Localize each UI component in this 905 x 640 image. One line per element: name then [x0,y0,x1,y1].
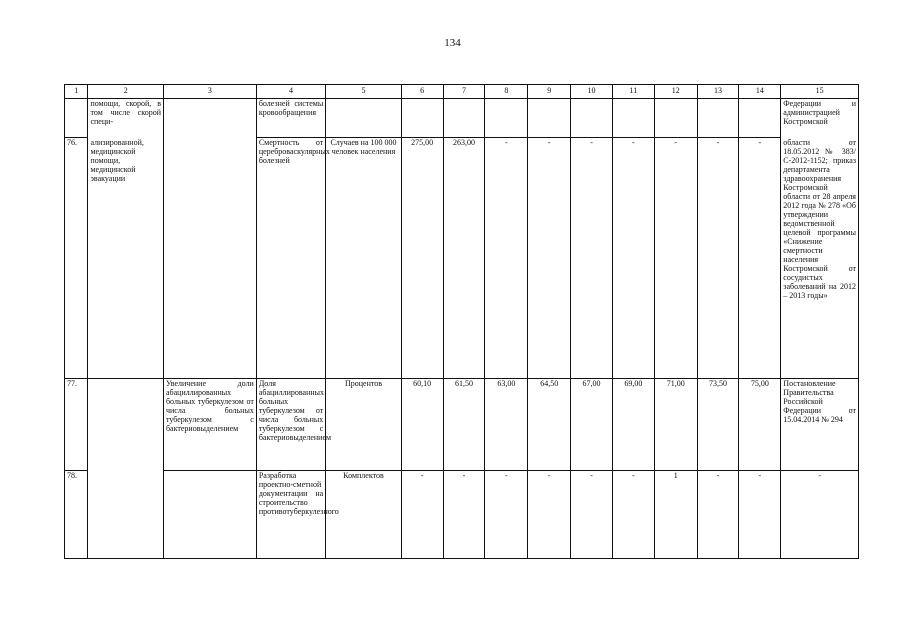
value-cell: 71,00 [654,379,697,471]
cell: Разработка проектно-сметной документации на строительство противотуберкулезного [256,471,325,559]
value-cell: - [485,138,528,379]
value-cell: 60,10 [401,379,443,471]
header-cell: 9 [528,85,571,99]
value-cell: - [571,471,613,559]
header-cell: 10 [571,85,613,99]
value-cell: - [571,138,613,379]
table-row [65,138,859,379]
cell: - [781,471,859,559]
header-cell: 14 [739,85,781,99]
value-cell: - [485,471,528,559]
value-cell: - [528,138,571,379]
cell [163,138,256,379]
cell [697,99,739,138]
cell: Увеличение доли абациллированных больных туберкулезом от числа больных туберкулезом с бактериовыделением [163,379,256,471]
value-cell: - [443,471,485,559]
value-cell: - [739,471,781,559]
header-cell: 7 [443,85,485,99]
cell [528,99,571,138]
value-cell: - [612,138,654,379]
cell: Постановление Правительства Российской Федерации от 15.04.2014 № 294 [781,379,859,471]
header-cell: 12 [654,85,697,99]
value-cell: 75,00 [739,379,781,471]
row-number: 76. [65,138,88,379]
table-row [65,471,859,559]
value-cell: - [528,471,571,559]
header-cell: 4 [256,85,325,99]
cell: Случаев на 100 000 человек населения [326,138,402,379]
value-cell: 263,00 [443,138,485,379]
cell: помощи, скорой, в том числе скорой специ- [88,99,164,138]
header-cell: 6 [401,85,443,99]
value-cell: 63,00 [485,379,528,471]
header-cell: 11 [612,85,654,99]
cell [65,99,88,138]
table-row [65,379,859,471]
header-cell: 2 [88,85,164,99]
cell [443,99,485,138]
header-cell: 1 [65,85,88,99]
cell: Комплектов [326,471,402,559]
row-number: 78. [65,471,88,559]
row-number: 77. [65,379,88,471]
cell [612,99,654,138]
cell [163,99,256,138]
page-number: 134 [444,37,461,49]
value-cell: - [697,138,739,379]
cell [88,379,164,471]
header-cell: 5 [326,85,402,99]
cell [739,99,781,138]
cell: области от 18.05.2012 № 383/С-2012-1152; приказ департамента здравоохранения Костромской области от 28 апреля 2012 года № 278 «Об утверждении ведомственной целевой программы «Снижение смертности населения Костромской от сосудистых заболеваний на 2012 – 2013 годы» [781,138,859,379]
table-row [65,99,859,138]
cell [401,99,443,138]
value-cell: 73,50 [697,379,739,471]
value-cell: - [654,138,697,379]
cell: Федерации и администрацией Костромской [781,99,859,138]
value-cell: - [612,471,654,559]
cell [163,471,256,559]
cell [88,471,164,559]
value-cell: - [697,471,739,559]
header-row [65,85,859,99]
header-cell: 15 [781,85,859,99]
value-cell: - [739,138,781,379]
cell: Смертность от цереброваскулярных болезней [256,138,325,379]
cell [485,99,528,138]
value-cell: 1 [654,471,697,559]
header-cell: 8 [485,85,528,99]
value-cell: 275,00 [401,138,443,379]
value-cell: 67,00 [571,379,613,471]
cell: болезней системы кровообращения [256,99,325,138]
header-cell: 3 [163,85,256,99]
cell [654,99,697,138]
value-cell: 69,00 [612,379,654,471]
value-cell: 64,50 [528,379,571,471]
cell: ализированной, медицинской помощи, медицинской эвакуации [88,138,164,379]
header-cell: 13 [697,85,739,99]
value-cell: 61,50 [443,379,485,471]
cell: Процентов [326,379,402,471]
cell [571,99,613,138]
document-table [64,84,859,559]
value-cell: - [401,471,443,559]
cell: Доля абациллированных больных туберкулезом от числа больных туберкулезом с бактериовыделением [256,379,325,471]
cell [326,99,402,138]
